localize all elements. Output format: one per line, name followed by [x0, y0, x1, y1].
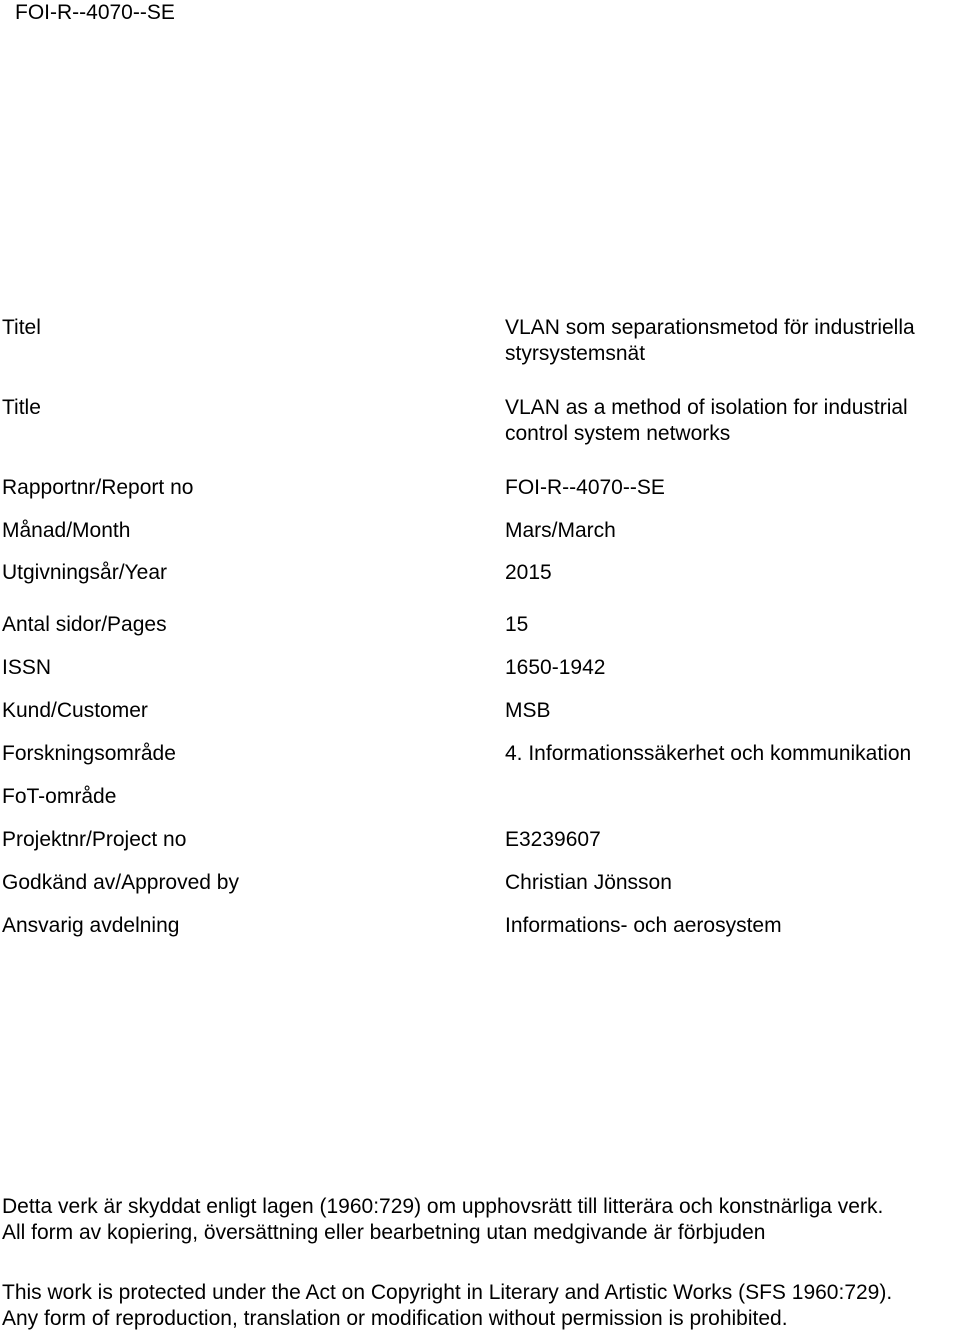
- issn-label: ISSN: [2, 656, 52, 679]
- approved-by-value: Christian Jönsson: [505, 871, 672, 894]
- copyright-sv-line1: Detta verk är skyddat enligt lagen (1960:729) om upphovsrätt till litterära och konstnärliga verk.: [2, 1195, 884, 1218]
- research-area-value: 4. Informationssäkerhet och kommunikation: [505, 742, 912, 765]
- title-label: Title: [2, 396, 41, 419]
- titel-label: Titel: [2, 316, 41, 339]
- month-label: Månad/Month: [2, 519, 131, 542]
- title-value-line2: control system networks: [505, 422, 731, 445]
- project-no-label: Projektnr/Project no: [2, 828, 187, 851]
- year-value: 2015: [505, 561, 552, 584]
- copyright-en-line1: This work is protected under the Act on Copyright in Literary and Artistic Works (SFS 1960:729).: [2, 1281, 893, 1304]
- department-value: Informations- och aerosystem: [505, 914, 782, 937]
- customer-label: Kund/Customer: [2, 699, 148, 722]
- fot-area-label: FoT-område: [2, 785, 117, 808]
- titel-value-line2: styrsystemsnät: [505, 342, 646, 365]
- approved-by-label: Godkänd av/Approved by: [2, 871, 239, 894]
- titel-value-line1: VLAN som separationsmetod för industriella: [505, 316, 915, 339]
- customer-value: MSB: [505, 699, 551, 722]
- year-label: Utgivningsår/Year: [2, 561, 167, 584]
- project-no-value: E3239607: [505, 828, 601, 851]
- report-id-header: FOI-R--4070--SE: [15, 1, 175, 24]
- copyright-en-line2: Any form of reproduction, translation or modification without permission is prohibited.: [2, 1307, 788, 1330]
- pages-label: Antal sidor/Pages: [2, 613, 167, 636]
- report-no-label: Rapportnr/Report no: [2, 476, 194, 499]
- issn-value: 1650-1942: [505, 656, 606, 679]
- research-area-label: Forskningsområde: [2, 742, 176, 765]
- report-no-value: FOI-R--4070--SE: [505, 476, 665, 499]
- pages-value: 15: [505, 613, 529, 636]
- copyright-sv-line2: All form av kopiering, översättning eller bearbetning utan medgivande är förbjuden: [2, 1221, 766, 1244]
- month-value: Mars/March: [505, 519, 616, 542]
- department-label: Ansvarig avdelning: [2, 914, 180, 937]
- title-value-line1: VLAN as a method of isolation for industrial: [505, 396, 908, 419]
